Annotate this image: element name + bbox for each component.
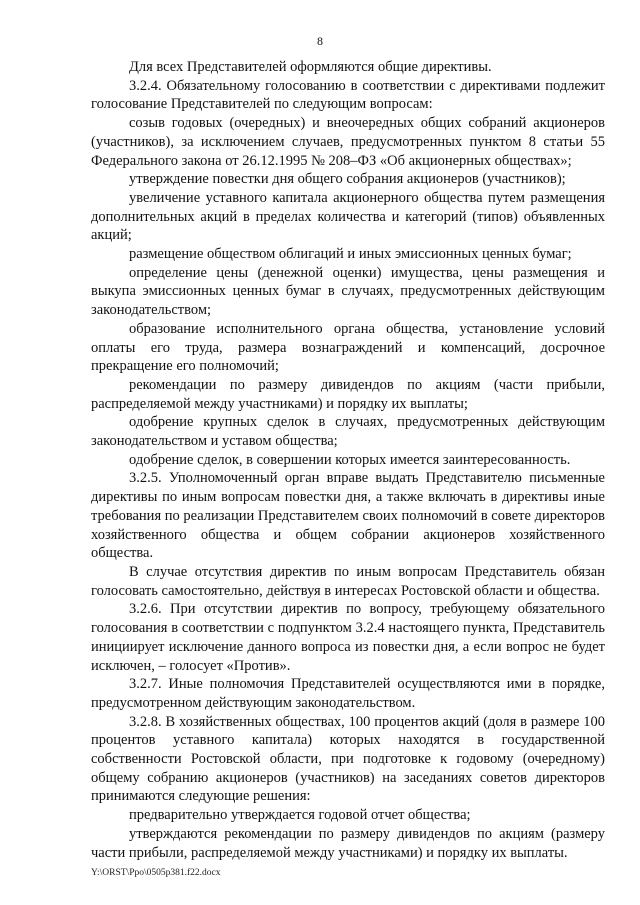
paragraph: размещение обществом облигаций и иных эмиссионных ценных бумаг; — [129, 246, 572, 263]
paragraph: одобрение крупных сделок в случаях, предусмотренных действующим законодательством и уставом общества; — [91, 414, 605, 450]
paragraph: утверждение повестки дня общего собрания акционеров (участников); — [129, 171, 566, 188]
paragraph: образование исполнительного органа общества, установление условий оплаты его труда, размера вознаграждений и компенсаций, досрочное прекращение его полномочий; — [91, 320, 605, 375]
paragraph: В случае отсутствия директив по иным вопросам Представитель обязан голосовать самостоятельно, действуя в интересах Ростовской области и общества. — [91, 563, 605, 599]
paragraph: 3.2.7. Иные полномочия Представителей осуществляются ими в порядке, предусмотренном действующим законодательством. — [91, 676, 605, 711]
paragraph: 3.2.4. Обязательному голосованию в соответствии с директивами подлежит голосование Представителей по следующим вопросам: — [91, 77, 605, 113]
paragraph: предварительно утверждается годовой отчет общества; — [129, 807, 471, 824]
paragraph: 3.2.5. Уполномоченный орган вправе выдать Представителю письменные директивы по иным вопросам повестки дня, а также включать в директивы иные требования по реализации Представителем своих полномочий в совете директоров хозяйственного общества и общем собрании акционеров хозяйственного общества. — [91, 470, 605, 562]
paragraph: Для всех Представителей оформляются общие директивы. — [129, 59, 492, 75]
paragraph: 3.2.8. В хозяйственных обществах, 100 процентов акций (доля в размере 100 процентов уставного капитала) которых находятся в государственной собственности Ростовской области, при подготовке к годовому (очередному) общему собранию акционеров (участников) на заседаниях советов директоров принимаются следующие решения: — [91, 713, 605, 805]
paragraph: утверждаются рекомендации по размеру дивидендов по акциям (размеру части прибыли, распределяемой между участниками) и порядку их выплаты. — [91, 825, 605, 861]
paragraph: одобрение сделок, в совершении которых имеется заинтересованность. — [129, 451, 571, 468]
paragraph: определение цены (денежной оценки) имущества, цены размещения и выкупа эмиссионных ценных бумаг в случаях, предусмотренных действующим законодательством; — [91, 264, 605, 319]
paragraph: 3.2.6. При отсутствии директив по вопросу, требующему обязательного голосования в соответствии с подпунктом 3.2.4 настоящего пункта, Представитель инициирует исключение данного вопроса из повестки дня, а если вопрос не будет исключен, – голосует «Против». — [91, 601, 605, 674]
page-number: 8 — [317, 34, 323, 48]
paragraph: рекомендации по размеру дивидендов по акциям (части прибыли, распределяемой между участниками) и порядку их выплаты; — [91, 376, 605, 412]
document-body — [91, 58, 605, 862]
paragraph: созыв годовых (очередных) и внеочередных общих собраний акционеров (участников), за исключением случаев, предусмотренных пунктом 8 статьи 55 Федерального закона от 26.12.1995 № 208–ФЗ «Об акционерных обществах»; — [91, 115, 605, 169]
paragraph: увеличение уставного капитала акционерного общества путем размещения дополнительных акций в пределах количества и категорий (типов) объявленных акций; — [91, 189, 605, 244]
footer-file-path: Y:\ORST\Ppo\0505p381.f22.docx — [91, 868, 221, 878]
